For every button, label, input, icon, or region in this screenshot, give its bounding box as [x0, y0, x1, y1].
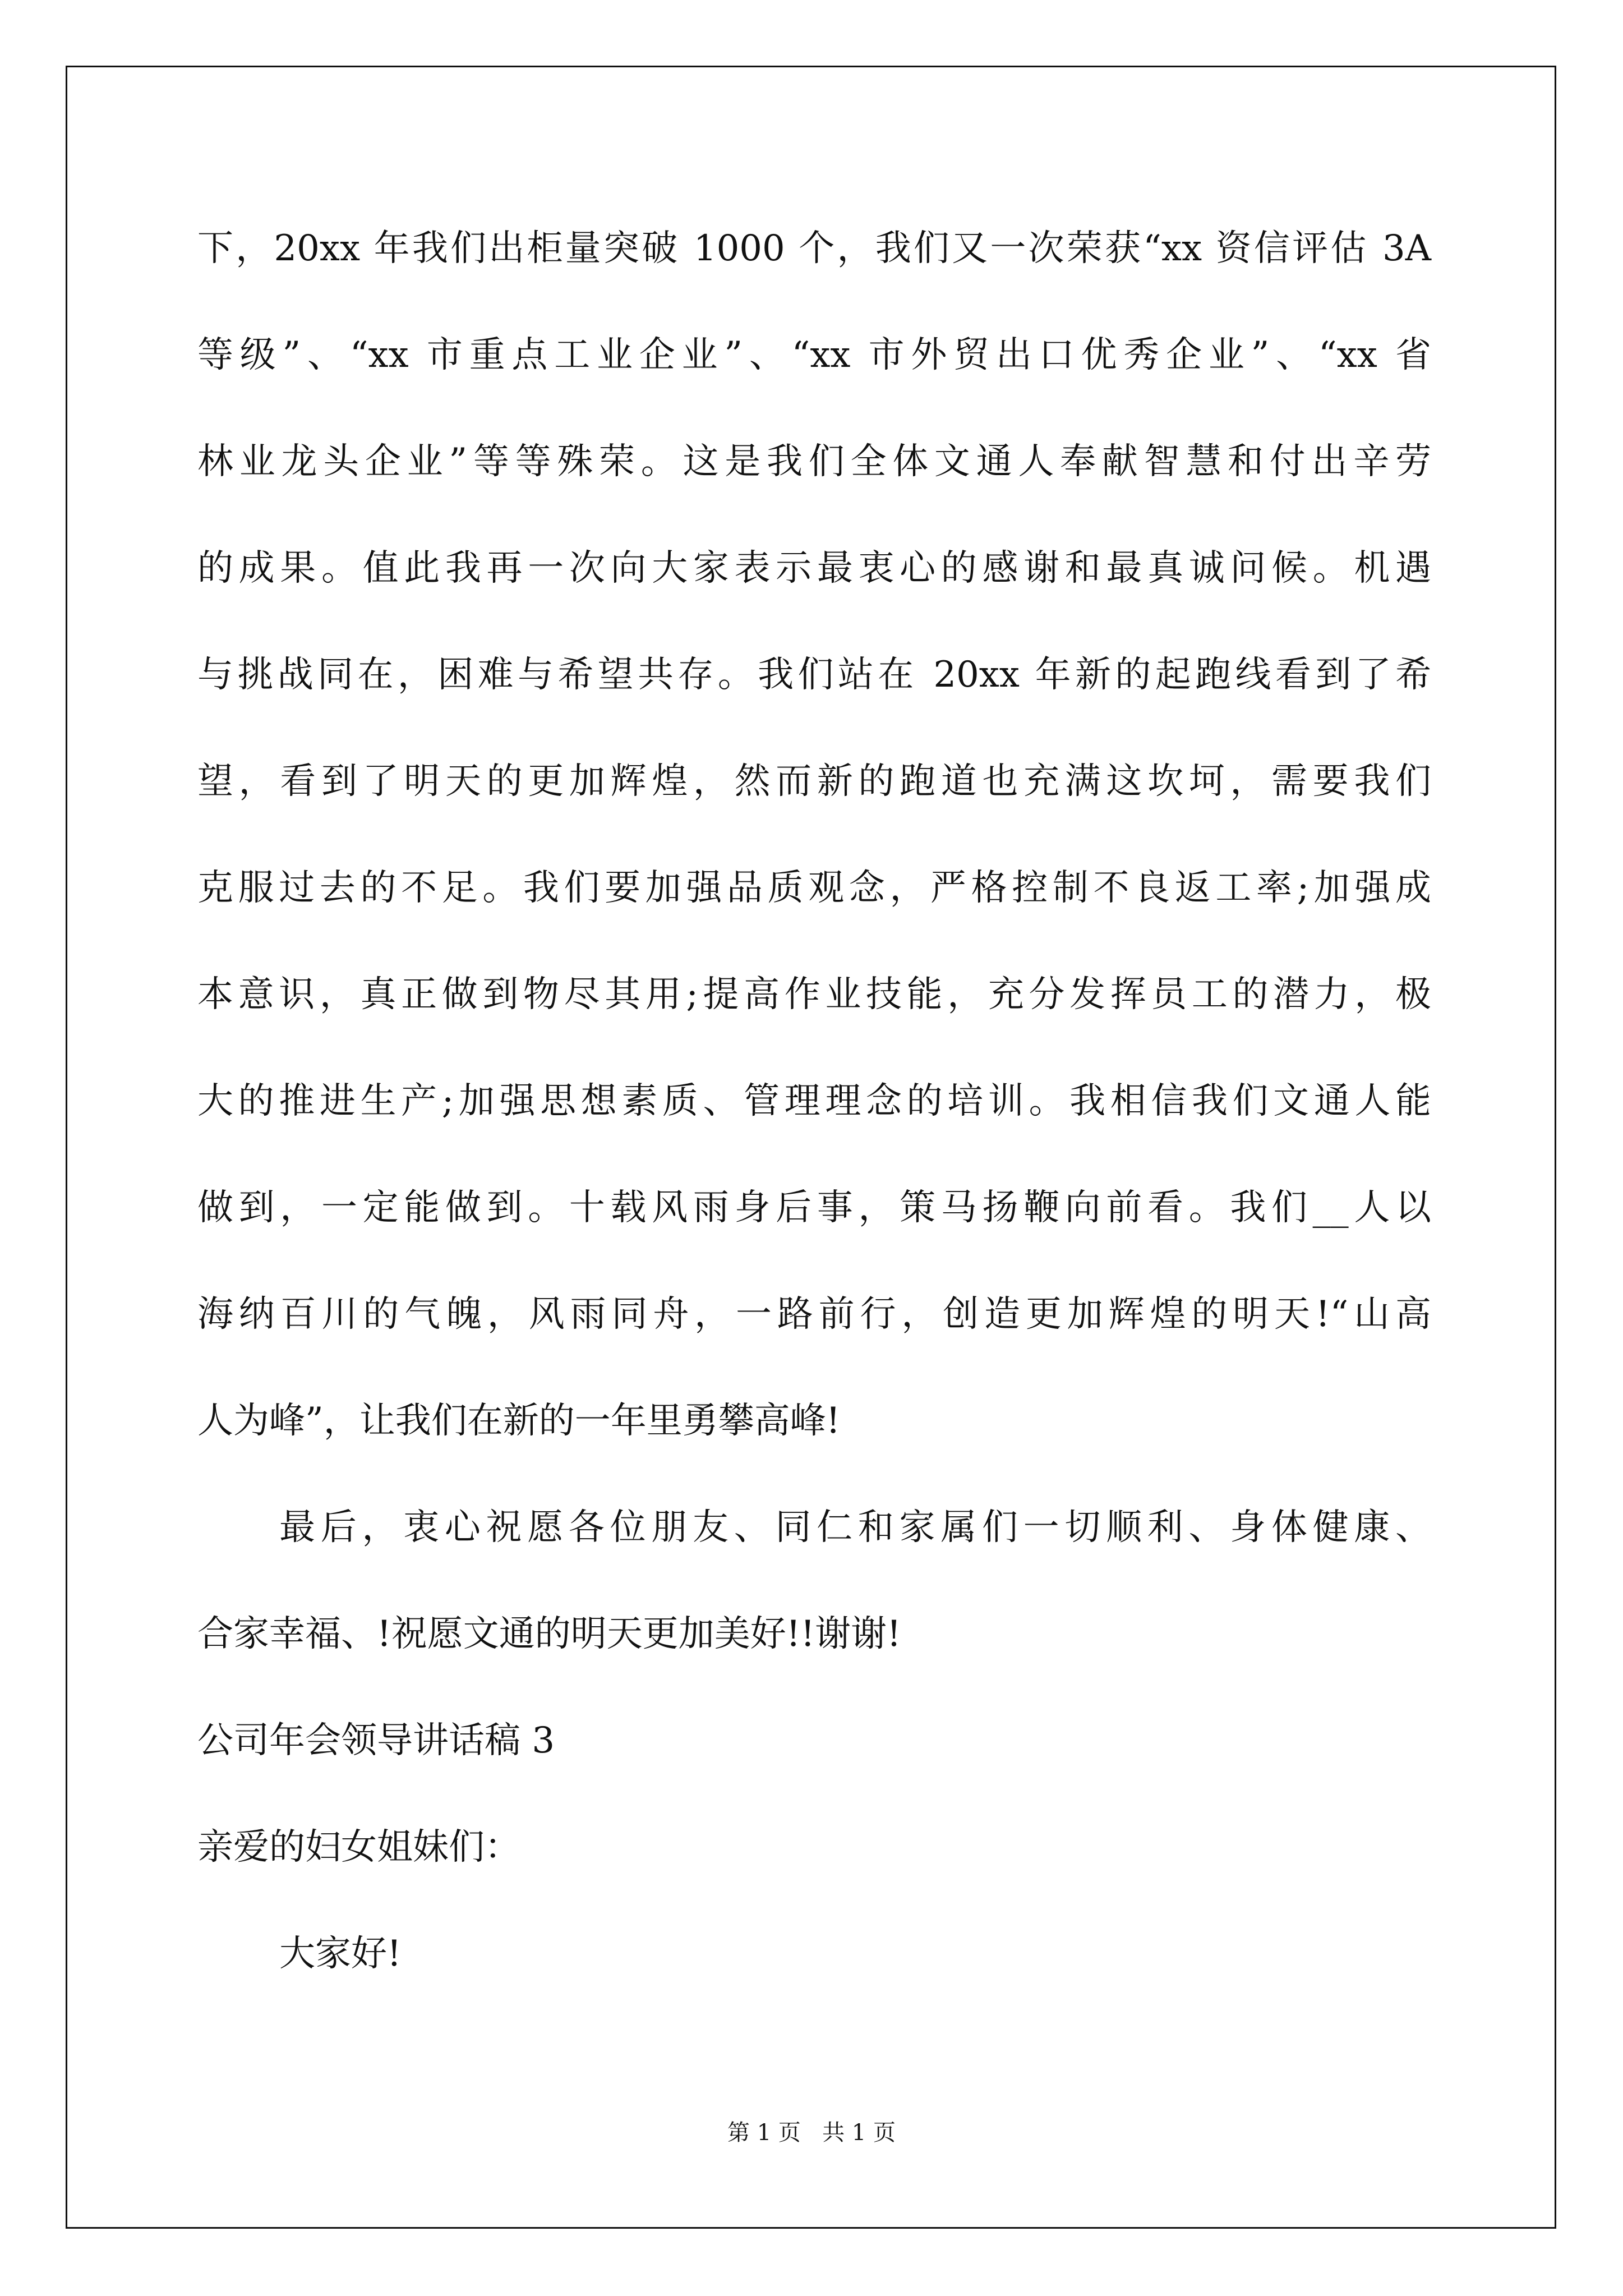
greeting: 大家好! [279, 1933, 402, 1975]
page-border [66, 66, 1556, 2229]
closing-paragraph-line: 合家幸福、!祝愿文通的明天更加美好!!谢谢! [197, 1613, 901, 1655]
body-line: 人为峰”，让我们在新的一年里勇攀高峰! [197, 1400, 841, 1442]
body-line: 与挑战同在，困难与希望共存。我们站在 20xx 年新的起跑线看到了希 [197, 654, 1431, 696]
body-line: 的成果。值此我再一次向大家表示最衷心的感谢和最真诚问候。机遇 [197, 547, 1431, 589]
salutation: 亲爱的妇女姐妹们： [197, 1826, 520, 1868]
body-line: 做到，一定能做到。十载风雨身后事，策马扬鞭向前看。我们__人以 [197, 1187, 1431, 1228]
section-title: 公司年会领导讲话稿 3 [197, 1720, 555, 1761]
body-line: 本意识，真正做到物尽其用;提高作业技能，充分发挥员工的潜力，极 [197, 974, 1431, 1015]
body-line: 海纳百川的气魄，风雨同舟，一路前行，创造更加辉煌的明天!“山高 [197, 1294, 1431, 1335]
page-footer: 第 1 页 共 1 页 [727, 2120, 896, 2146]
body-line: 克服过去的不足。我们要加强品质观念，严格控制不良返工率;加强成 [197, 867, 1431, 909]
body-line: 下，20xx 年我们出柜量突破 1000 个，我们又一次荣获“xx 资信评估 3A [197, 228, 1431, 269]
body-line: 望，看到了明天的更加辉煌，然而新的跑道也充满这坎坷，需要我们 [197, 761, 1431, 802]
body-line: 等级”、“xx 市重点工业企业”、“xx 市外贸出口优秀企业”、“xx 省 [197, 334, 1431, 376]
body-line: 大的推进生产;加强思想素质、管理理念的培训。我相信我们文通人能 [197, 1080, 1431, 1122]
body-line: 林业龙头企业”等等殊荣。这是我们全体文通人奉献智慧和付出辛劳 [197, 441, 1431, 482]
closing-paragraph-line: 最后，衷心祝愿各位朋友、同仁和家属们一切顺利、身体健康、 [279, 1507, 1431, 1548]
